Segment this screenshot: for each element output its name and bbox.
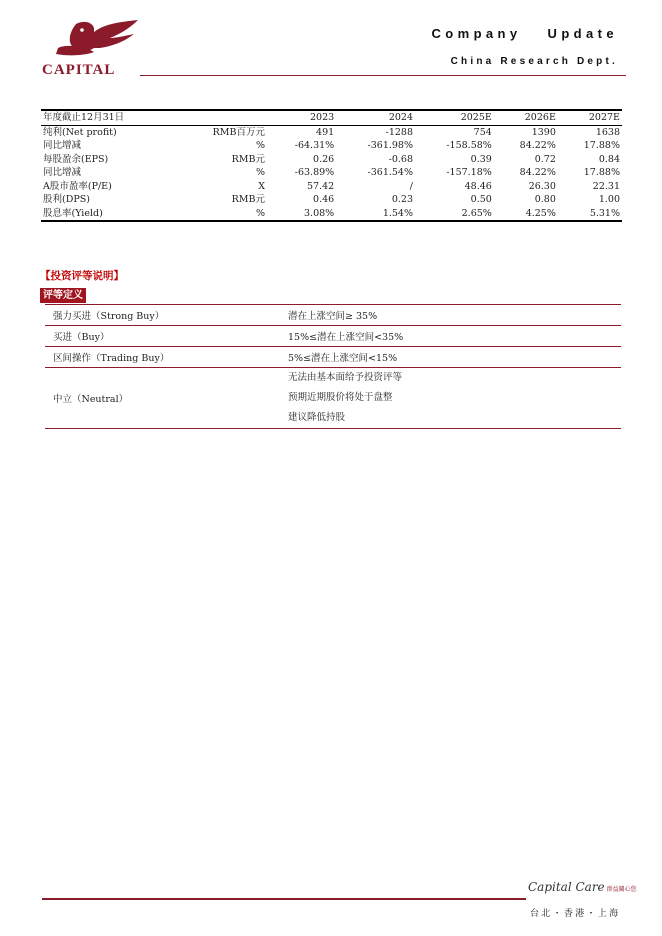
rating-definition-table <box>45 304 621 429</box>
neutral-line: 预期近期股价将处于盘整 <box>288 392 393 403</box>
header-cell: 2024 <box>336 110 415 125</box>
row-label: 股息率(Yield) <box>41 207 173 222</box>
table-row <box>41 193 622 207</box>
table-cell: 17.88% <box>583 140 620 151</box>
table-row <box>41 153 622 167</box>
table-cell: -0.68 <box>388 153 413 165</box>
table-cell: 2.65% <box>415 207 494 222</box>
table-header-row <box>41 110 622 125</box>
row-unit: RMB百万元 <box>212 126 265 138</box>
table-cell: 84.22% <box>519 140 556 151</box>
row-label: 同比增减 <box>43 140 82 151</box>
table-cell: 0.26 <box>313 153 335 165</box>
table-cell: 3.08% <box>267 207 336 222</box>
table-cell: 17.88% <box>583 167 620 178</box>
row-label: 每股盈余(EPS) <box>43 153 109 165</box>
rating-row <box>45 368 621 429</box>
table-cell: -158.58% <box>446 140 492 151</box>
rating-description: 潜在上涨空间≥ 35% <box>280 305 621 326</box>
rating-definition-badge: 评等定义 <box>40 288 86 303</box>
table-cell: -1288 <box>385 126 413 138</box>
row-unit: X <box>258 180 265 192</box>
header-cell: 2023 <box>267 110 336 125</box>
rating-label: 中立（Neutral） <box>45 368 280 429</box>
table-row <box>41 207 622 222</box>
table-cell: 48.46 <box>464 180 492 192</box>
neutral-line: 建议降低持股 <box>288 412 346 423</box>
header-divider <box>140 75 626 76</box>
header-cell: 2026E <box>494 110 558 125</box>
department-subtitle: China Research Dept. <box>450 56 618 67</box>
table-row <box>41 166 622 180</box>
rating-description <box>280 368 621 429</box>
table-cell: 5.31% <box>558 207 622 222</box>
header-cell: 2027E <box>558 110 622 125</box>
row-unit: % <box>255 167 265 178</box>
row-label: 纯利(Net profit) <box>43 126 117 138</box>
table-row <box>41 180 622 194</box>
table-cell: 1390 <box>531 126 556 138</box>
table-cell: 84.22% <box>519 167 556 178</box>
rating-row <box>45 305 621 326</box>
footer-divider <box>42 898 526 900</box>
row-unit: RMB元 <box>231 153 265 165</box>
rating-description: 5%≤潜在上涨空间<15% <box>280 347 621 368</box>
rating-label: 区间操作（Trading Buy） <box>45 347 280 368</box>
table-cell: -64.31% <box>294 140 335 151</box>
table-cell: 4.25% <box>494 207 558 222</box>
table-cell: 26.30 <box>528 180 556 192</box>
rating-row <box>45 326 621 347</box>
row-label: 股利(DPS) <box>43 194 90 205</box>
row-label: A股市盈率(P/E) <box>43 180 112 192</box>
table-cell: -63.89% <box>294 167 335 178</box>
table-cell: 491 <box>316 126 335 138</box>
header-cell: 2025E <box>415 110 494 125</box>
table-cell: 0.72 <box>534 153 556 165</box>
table-cell: -157.18% <box>446 167 492 178</box>
header-cell <box>173 110 267 125</box>
footer-brand <box>528 880 637 894</box>
table-cell: 0.80 <box>534 194 556 205</box>
logo-text: CAPITAL <box>42 62 116 78</box>
row-label: 同比增减 <box>43 167 82 178</box>
table-cell: 1638 <box>595 126 620 138</box>
financial-summary-table <box>41 109 622 222</box>
report-type-title: Company Update <box>431 26 618 41</box>
table-cell: 1.00 <box>598 194 620 205</box>
rating-row <box>45 347 621 368</box>
row-unit: RMB元 <box>231 194 265 205</box>
rating-label: 强力买进（Strong Buy） <box>45 305 280 326</box>
rating-label: 买进（Buy） <box>45 326 280 347</box>
table-cell: -361.54% <box>367 167 413 178</box>
rating-section-title: 【投资评等说明】 <box>40 270 124 282</box>
rating-description: 15%≤潜在上涨空间<35% <box>280 326 621 347</box>
row-unit: % <box>255 140 265 151</box>
table-cell: 0.50 <box>470 194 492 205</box>
table-cell: -361.98% <box>367 140 413 151</box>
table-row <box>41 139 622 153</box>
table-cell: 0.84 <box>598 153 620 165</box>
table-row <box>41 125 622 139</box>
footer-brand-text: Capital Care <box>528 880 605 894</box>
table-cell: 1.54% <box>336 207 415 222</box>
table-cell: / <box>409 180 413 192</box>
table-cell: 22.31 <box>592 180 620 192</box>
table-cell: 0.39 <box>470 153 492 165</box>
footer-brand-cn: 群益關心您 <box>606 886 637 893</box>
table-cell: 0.23 <box>391 194 413 205</box>
header-cell: 年度截止12月31日 <box>41 110 173 125</box>
company-logo <box>42 18 142 78</box>
table-cell: 0.46 <box>313 194 335 205</box>
eagle-logo-icon <box>54 18 144 62</box>
table-cell: 57.42 <box>306 180 335 192</box>
table-cell: 754 <box>473 126 492 138</box>
row-unit: % <box>173 207 267 222</box>
neutral-line: 无法由基本面给予投资评等 <box>288 372 403 383</box>
footer-cities: 台北・香港・上海 <box>530 909 621 919</box>
